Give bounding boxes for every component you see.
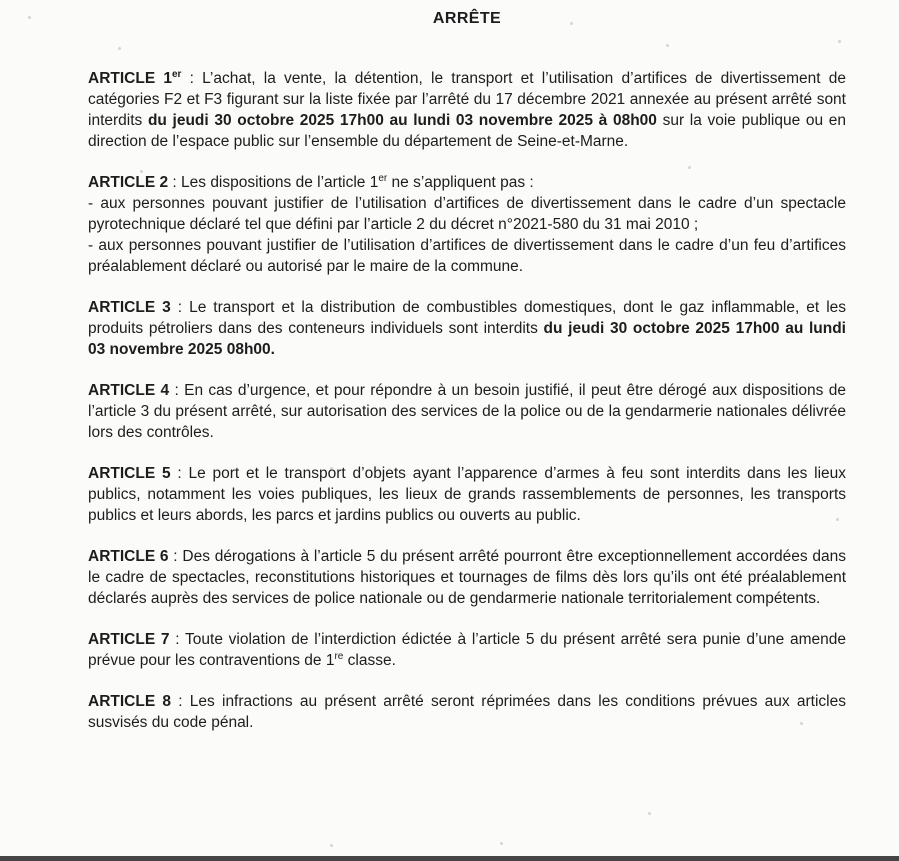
scan-speck xyxy=(28,16,31,19)
article-6-separator: : xyxy=(168,548,183,565)
scan-speck xyxy=(500,842,503,845)
article-8 xyxy=(88,691,846,733)
article-2-bullet-1: - aux personnes pouvant justifier de l’utilisation d’artifices de divertissement dans le cadre d’un spectacle pyrotechnique déclaré tel que défini par l’article 2 du décret n°2021-580 du 31 mai 2010 ; xyxy=(88,195,846,233)
scan-speck xyxy=(836,518,839,521)
article-7 xyxy=(88,629,846,671)
scan-speck xyxy=(688,166,691,169)
article-6 xyxy=(88,546,846,609)
article-2-text: Les dispositions de l’article 1 xyxy=(181,174,379,191)
article-1 xyxy=(88,68,846,152)
article-5-separator: : xyxy=(170,465,189,482)
article-6-label: ARTICLE 6 xyxy=(88,548,169,565)
article-3-text: Le transport et la distribution de combustibles domestiques, dont le gaz inflammable, et les produits pétroliers dans des conteneurs individuels sont interdits xyxy=(88,299,847,337)
page-bottom-edge xyxy=(0,856,899,861)
scan-speck xyxy=(648,812,651,815)
article-4-separator: : xyxy=(169,382,185,399)
article-1-ordinal-superscript: er xyxy=(171,68,182,80)
article-3 xyxy=(88,297,846,360)
article-7-text: Toute violation de l’interdiction édictée à l’article 5 du présent arrêté sera punie d’une amende prévue pour les contraventions de 1 xyxy=(88,631,846,669)
scan-speck xyxy=(118,47,121,50)
document-body xyxy=(88,10,846,753)
article-7-ordinal-superscript: re xyxy=(334,650,344,662)
document-title: ARRÊTE xyxy=(432,10,502,27)
article-5 xyxy=(88,463,846,526)
article-3-label: ARTICLE 3 xyxy=(88,299,171,316)
article-5-text: Le port et le transport d’objets ayant l’apparence d’armes à feu sont interdits dans les lieux publics, notamment les voies publiques, les lieux de grands rassemblements de personnes, les transports publics et leurs abords, les parcs et jardins publics ou ouverts au public. xyxy=(88,465,847,524)
article-2-text-2: ne s’appliquent pas : xyxy=(387,174,534,191)
article-1-text-2: sur la voie publique ou en direction de l’espace public sur l’ensemble du département de Seine-et-Marne. xyxy=(88,112,846,150)
scan-speck xyxy=(838,40,841,43)
article-1-label: ARTICLE 1 xyxy=(88,70,172,87)
article-2-separator: : xyxy=(168,174,182,191)
article-1-separator: : xyxy=(181,70,203,87)
scan-speck xyxy=(330,467,333,470)
article-8-text: Les infractions au présent arrêté seront réprimées dans les conditions prévues aux articles susvisés du code pénal. xyxy=(88,693,846,731)
article-2 xyxy=(88,172,846,277)
scan-speck xyxy=(330,844,333,847)
scan-speck xyxy=(666,44,669,47)
article-4-text: En cas d’urgence, et pour répondre à un besoin justifié, il peut être dérogé aux dispositions de l’article 3 du présent arrêté, sur autorisation des services de la police ou de la gendarmerie nationales délivrée lors des contrôles. xyxy=(88,382,846,441)
article-1-bold-dates: du jeudi 30 octobre 2025 17h00 au lundi 03 novembre 2025 à 08h00 xyxy=(147,112,657,129)
scan-speck xyxy=(570,22,573,25)
article-4 xyxy=(88,380,846,443)
article-5-label: ARTICLE 5 xyxy=(88,465,171,482)
article-7-separator: : xyxy=(169,631,186,648)
article-2-bullet-2: - aux personnes pouvant justifier de l’utilisation d’artifices de divertissement dans le cadre d’un feu d’artifices préalablement déclaré ou autorisé par le maire de la commune. xyxy=(88,237,846,275)
article-8-separator: : xyxy=(171,693,190,710)
scan-speck xyxy=(800,722,803,725)
article-7-label: ARTICLE 7 xyxy=(88,631,170,648)
article-2-label: ARTICLE 2 xyxy=(88,174,169,191)
article-1-text: L’achat, la vente, la détention, le transport et l’utilisation d’artifices de divertissement de catégories F2 et F3 figurant sur la liste fixée par l’arrêté du 17 décembre 2021 annexée au présent arrêté sont interdits xyxy=(88,70,846,129)
article-2-intro xyxy=(88,172,846,193)
scan-speck xyxy=(140,170,143,173)
article-7-text-2: classe. xyxy=(343,652,396,669)
article-6-text: Des dérogations à l’article 5 du présent arrêté pourront être exceptionnellement accordées dans le cadre de spectacles, reconstitutions historiques et tournages de films dès lors qu’ils ont été préalablement déclarés auprès des services de police nationale ou de gendarmerie nationale territorialement compétents. xyxy=(88,548,847,607)
article-3-bold-dates: du jeudi 30 octobre 2025 17h00 au lundi 03 novembre 2025 08h00. xyxy=(88,320,846,358)
article-8-label: ARTICLE 8 xyxy=(88,693,172,710)
article-3-separator: : xyxy=(170,299,190,316)
article-4-label: ARTICLE 4 xyxy=(88,382,170,399)
article-2-ordinal-superscript: er xyxy=(378,172,388,184)
